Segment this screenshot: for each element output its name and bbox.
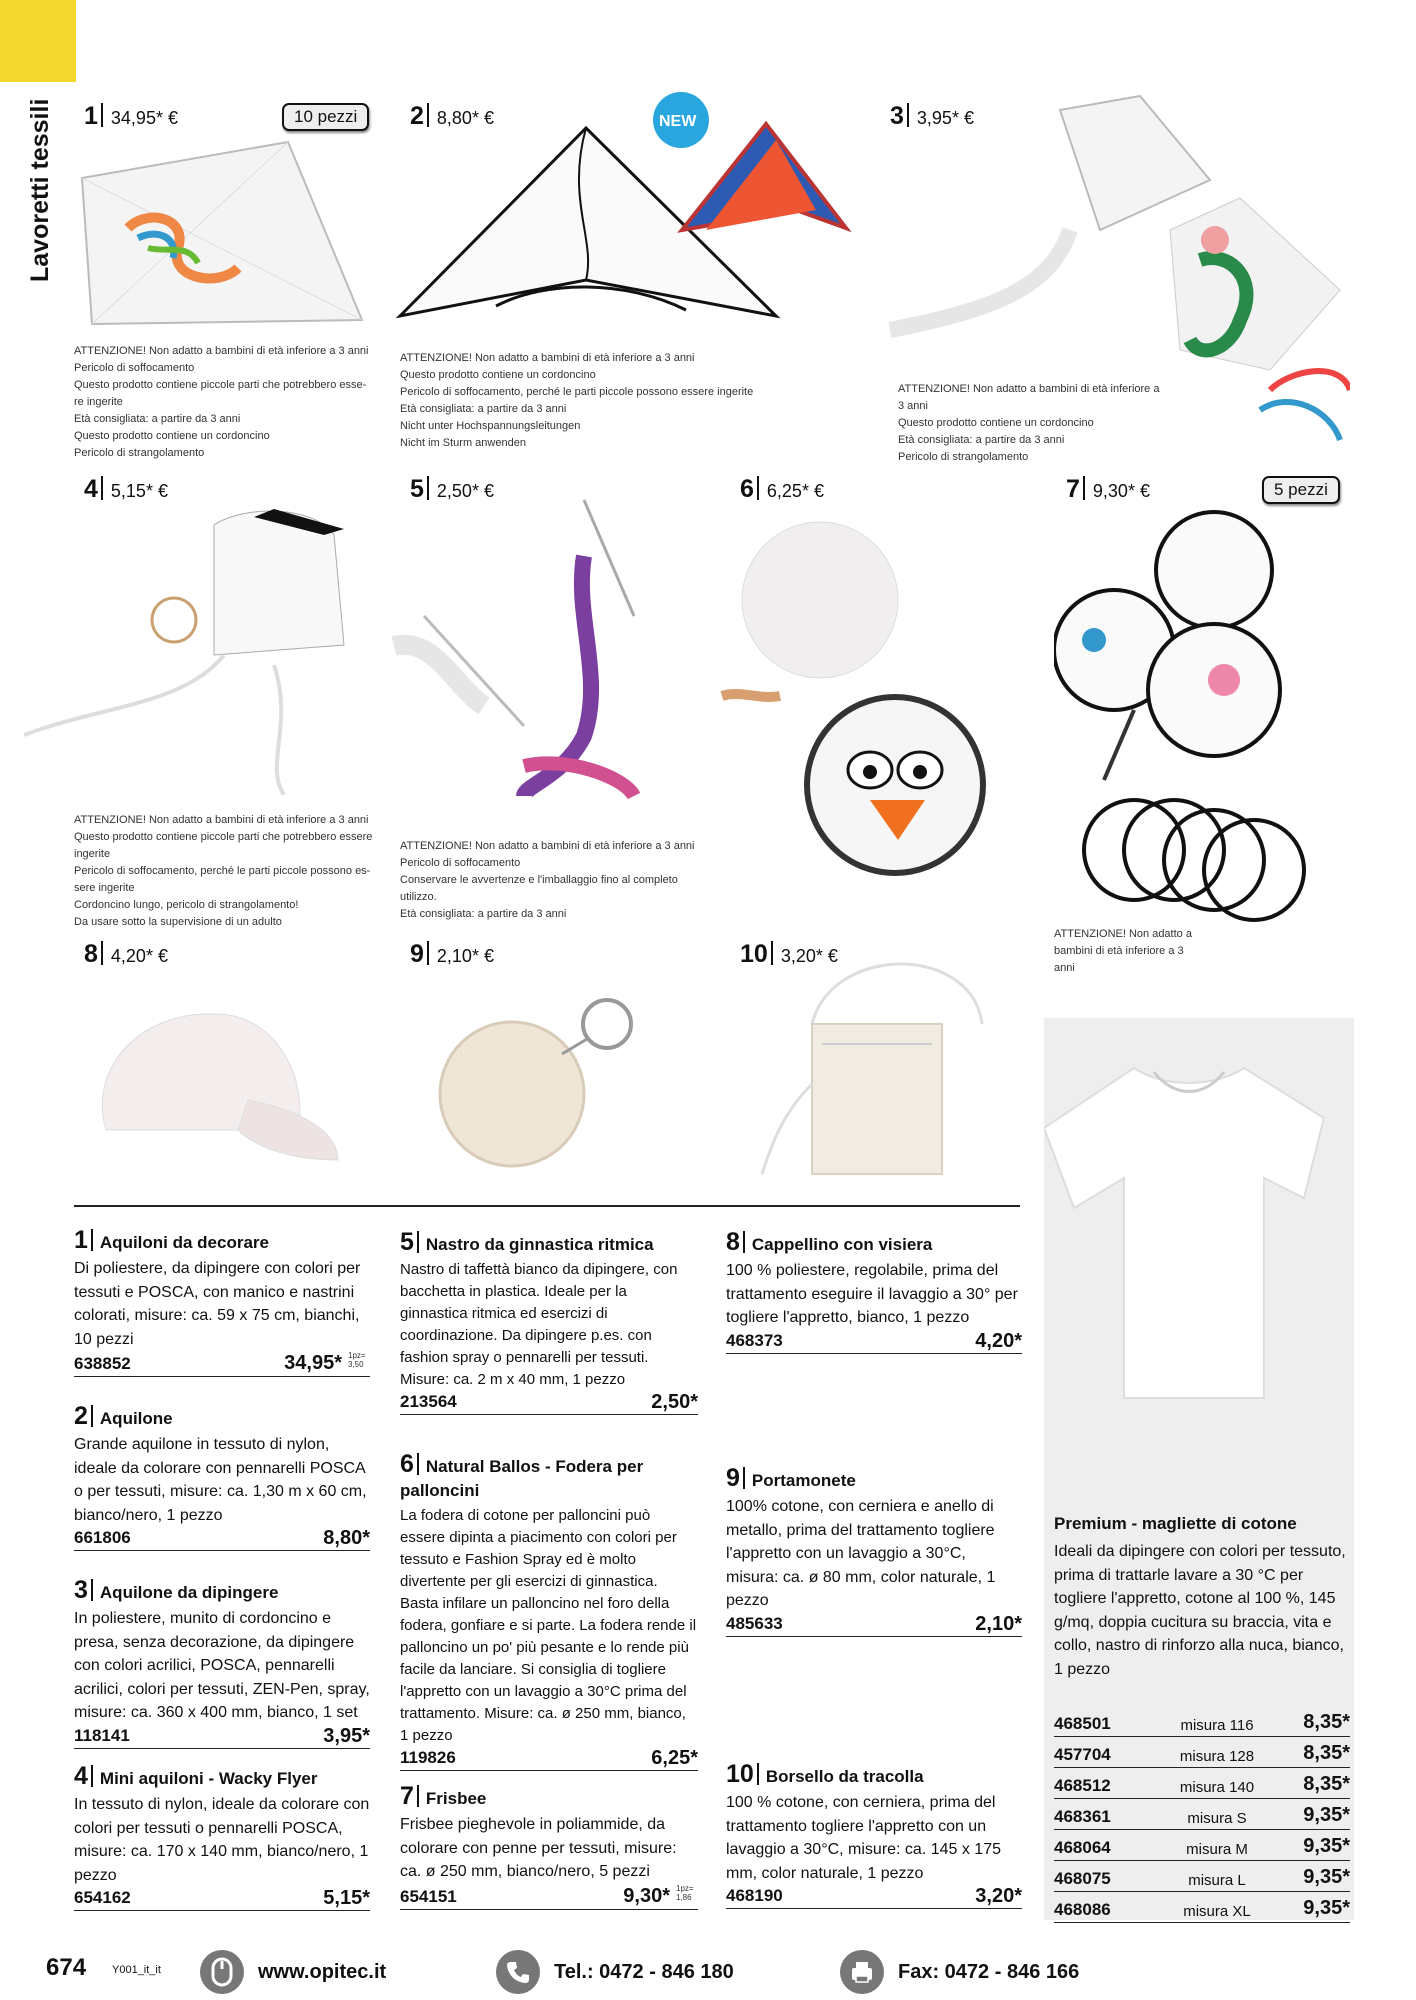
header-item-9: 9 2,10* € (410, 940, 494, 968)
header-item-5: 5 2,50* € (410, 475, 494, 503)
product-7-desc: Frisbee pieghevole in poliammide, da colorare con penne per tessuti, misure: ca. ø 250 mm, bianco/nero, 5 pezzi (400, 1816, 677, 1880)
product-1: 1 Aquiloni da decorare Di poliestere, da dipingere con colori per tessuti e POSCA, con manico e nastrini colorati, misure: ca. 59 x 75 cm, bianchi, 10 pezzi 638852 34,95* 1pz= 3,50 (74, 1228, 370, 1377)
product-2: 2 Aquilone Grande aquilone in tessuto di nylon, ideale da colorare con pennarelli POSCA o per tessuti, misure: ca. 1,30 m x 60 cm, bianco/nero, 1 pezzo 661806 8,80* (74, 1402, 370, 1549)
tshirt-size-table (1054, 1706, 1350, 1923)
size-row: 468512 misura 140 8,35* (1054, 1768, 1350, 1799)
page-number: 674 (46, 1954, 87, 1981)
tshirt-title: Premium - magliette di cotone (1054, 1514, 1297, 1533)
warning-7: ATTENZIONE! Non adatto a bambini di età inferiore a 3 anni (1054, 928, 1192, 974)
warning-4: ATTENZIONE! Non adatto a bambini di età inferiore a 3 anni Questo prodotto contiene piccole parti che potrebbero essere ingerite Pericolo di soffocamento, perché le parti piccole possono es- sere ingerite Cordoncino lungo, pericolo di strangolamento! Da usare sotto la supervisione di un adulto (74, 814, 373, 928)
tshirt-desc: Ideali da dipingere con colori per tessuto, prima di trattarle lavare a 30 °C per togliere l'appretto, cotone al 100 %, 145 g/mq, doppia cucitura su braccia, vita e collo, nastro di rinforzo alla nuca, bianco, 1 pezzo (1054, 1543, 1346, 1678)
header-item-1: 1 34,95* € (84, 102, 178, 130)
warning-2: ATTENZIONE! Non adatto a bambini di età inferiore a 3 anni Questo prodotto contiene un cordoncino Pericolo di soffocamento, perché le parti piccole possono essere ingerite Età consigliata: a partire da 3 anni Nicht unter Hochspannungsleitungen Nicht im Sturm anwenden (400, 352, 754, 449)
size-row: 457704 misura 128 8,35* (1054, 1737, 1350, 1768)
tshirt-panel (1044, 1018, 1354, 1920)
coin-purse-image (432, 994, 652, 1174)
warning-1: ATTENZIONE! Non adatto a bambini di età inferiore a 3 anni Pericolo di soffocamento Questo prodotto contiene piccole parti che potrebbero esse- re ingerite Età consigliata: a partire da 3 anni Questo prodotto contiene un cordoncino Pericolo di strangolamento (74, 345, 369, 459)
balloon-cover-image (720, 520, 1020, 890)
badge-5-pezzi: 5 pezzi (1262, 476, 1340, 504)
size-row: 468064 misura M 9,35* (1054, 1830, 1350, 1861)
product-9: 9 Portamonete 100% cotone, con cerniera e anello di metallo, prima del trattamento togliere l'appretto con un lavaggio a 30°C, misura: ca. ø 80 mm, color naturale, 1 pezzo 485633 2,10* (726, 1464, 1022, 1635)
header-item-8: 8 4,20* € (84, 940, 168, 968)
corner-tab (0, 0, 76, 82)
footer-website[interactable]: www.opitec.it (200, 1950, 386, 1994)
product-4-desc: In tessuto di nylon, ideale da colorare con colori per tessuti o pennarelli POSCA, misure: ca. 170 x 140 mm, bianco/nero, 1 pezzo (74, 1796, 370, 1884)
product-8: 8 Cappellino con visiera 100 % poliestere, regolabile, prima del trattamento eseguire il lavaggio a 30° per togliere l'appretto, bianco, 1 pezzo 468373 4,20* (726, 1228, 1022, 1352)
product-10: 10 Borsello da tracolla 100 % cotone, con cerniera, prima del trattamento togliere l'appretto con un lavaggio a 30°C, misure: ca. 145 x 175 mm, color naturale, 1 pezzo 468190 3,20* (726, 1760, 1022, 1907)
product-5: 5 Nastro da ginnastica ritmica Nastro di taffettà bianco da dipingere, con bacchetta in plastica. Ideale per la ginnastica ritmica ed esercizi di coordinazione. Da dipingere p.es. con fashion spray o pennarelli per tessuti. Misure: ca. 2 m x 40 mm, 1 pezzo 213564 2,50* (400, 1228, 698, 1413)
phone-icon (496, 1950, 540, 1994)
product-2-desc: Grande aquilone in tessuto di nylon, ideale da colorare con pennarelli POSCA o per tessuti, misure: ca. 1,30 m x 60 cm, bianco/nero, 1 pezzo (74, 1436, 367, 1524)
kite-1-image (78, 138, 368, 328)
product-5-desc: Nastro di taffettà bianco da dipingere, con bacchetta in plastica. Ideale per la ginnastica ritmica ed esercizi di coordinazione. Da dipingere p.es. con fashion spray o pennarelli per tessuti. Misure: ca. 2 m x 40 mm, 1 pezzo (400, 1261, 678, 1388)
product-6: 6 Natural Ballos - Fodera per palloncini La fodera di cotone per palloncini può essere dipinta a piacimento con colori per tessuto e Fashion Spray ed è molto divertente per gli esercizi di ginnastica. Basta infilare un palloncino nel foro della fodera, gonfiare e si parte. La fodera rende il palloncino un po' più pesante e lo rende più facile da lanciare. Si consiglia di togliere l'appretto con un lavaggio a 30°C prima del trattamento. Misure: ca. ø 250 mm, bianco, 1 pezzo 119826 6,25* (400, 1450, 698, 1769)
product-3: 3 Aquilone da dipingere In poliestere, munito di cordoncino e presa, senza decorazione, da dipingere con colori acrilici, POSCA, pennarelli acrilici, colori per tessuti, ZEN-Pen, spray, misure: ca. 360 x 400 mm, bianco, 1 set 118141 3,95* (74, 1576, 370, 1747)
kite-2-image (396, 80, 926, 350)
size-row: 468361 misura S 9,35* (1054, 1799, 1350, 1830)
product-7: 7 Frisbee Frisbee pieghevole in poliammide, da colorare con penne per tessuti, misure: ca. ø 250 mm, bianco/nero, 5 pezzi 654151 9,30* 1pz= 1,86 (400, 1784, 698, 1910)
product-6-desc: La fodera di cotone per palloncini può essere dipinta a piacimento con colori per tessuto e Fashion Spray ed è molto divertente per gli esercizi di ginnastica. Basta infilare un palloncino nel foro della fodera, gonfiare e si parte. La fodera rende il palloncino un po' più pesante e lo rende più facile da lanciare. Si consiglia di togliere l'appretto con un lavaggio a 30°C prima del trattamento. Misure: ca. ø 250 mm, bianco, 1 pezzo (400, 1507, 697, 1744)
header-item-2: 2 8,80* € (410, 102, 494, 130)
gymnastic-ribbon-image (384, 496, 714, 826)
footer-tel: Tel.: 0472 - 846 180 (496, 1950, 734, 1994)
catalog-code: Y001_it_it (112, 1964, 161, 1976)
header-item-3: 3 3,95* € (890, 102, 974, 130)
footer (0, 1942, 1416, 1992)
warning-5: ATTENZIONE! Non adatto a bambini di età inferiore a 3 anni Pericolo di soffocamento Conservare le avvertenze e l'imballaggio fino al completo utilizzo. Età consigliata: a partire da 3 anni (400, 840, 695, 920)
section-divider (74, 1205, 1020, 1207)
product-10-desc: 100 % cotone, con cerniera, prima del trattamento togliere l'appretto con un lavaggio a 30°C, misure: ca. 145 x 175 mm, color naturale, 1 pezzo (726, 1794, 1001, 1882)
size-row: 468501 misura 116 8,35* (1054, 1706, 1350, 1737)
product-8-desc: 100 % poliestere, regolabile, prima del trattamento eseguire il lavaggio a 30° per togliere l'appretto, bianco, 1 pezzo (726, 1262, 1018, 1326)
frisbee-image (1054, 510, 1344, 930)
product-9-desc: 100% cotone, con cerniera e anello di metallo, prima del trattamento togliere l'appretto con un lavaggio a 30°C, misura: ca. ø 80 mm, color naturale, 1 pezzo (726, 1498, 996, 1609)
badge-10-pezzi: 10 pezzi (282, 103, 369, 131)
fax-icon (840, 1950, 884, 1994)
size-row: 468086 misura XL 9,35* (1054, 1892, 1350, 1923)
header-item-6: 6 6,25* € (740, 475, 824, 503)
mouse-icon (200, 1950, 244, 1994)
header-item-7: 7 9,30* € (1066, 475, 1150, 503)
warning-3: ATTENZIONE! Non adatto a bambini di età inferiore a 3 anni Questo prodotto contiene un cordoncino Età consigliata: a partire da 3 anni Pericolo di strangolamento (898, 383, 1160, 463)
cap-image (98, 980, 348, 1170)
new-badge: NEW (659, 113, 697, 130)
neck-pouch-image (752, 944, 1002, 1184)
product-4: 4 Mini aquiloni - Wacky Flyer In tessuto di nylon, ideale da colorare con colori per tessuti o pennarelli POSCA, misure: ca. 170 x 140 mm, bianco/nero, 1 pezzo 654162 5,15* (74, 1762, 370, 1909)
mini-kite-image (24, 505, 374, 795)
size-row: 468075 misura L 9,35* (1054, 1861, 1350, 1892)
footer-fax: Fax: 0472 - 846 166 (840, 1950, 1079, 1994)
tshirt-image (1044, 1038, 1354, 1418)
product-3-desc: In poliestere, munito di cordoncino e presa, senza decorazione, da dipingere con colori acrilici, POSCA, pennarelli acrilici, colori per tessuti, ZEN-Pen, spray, misure: ca. 360 x 400 mm, bianco, 1 set (74, 1610, 370, 1721)
header-item-4: 4 5,15* € (84, 475, 168, 503)
header-item-10: 10 3,20* € (740, 940, 838, 968)
product-1-desc: Di poliestere, da dipingere con colori per tessuti e POSCA, con manico e nastrini colorati, misure: ca. 59 x 75 cm, bianchi, 10 pezzi (74, 1260, 361, 1348)
section-title: Lavoretti tessili (26, 98, 54, 282)
